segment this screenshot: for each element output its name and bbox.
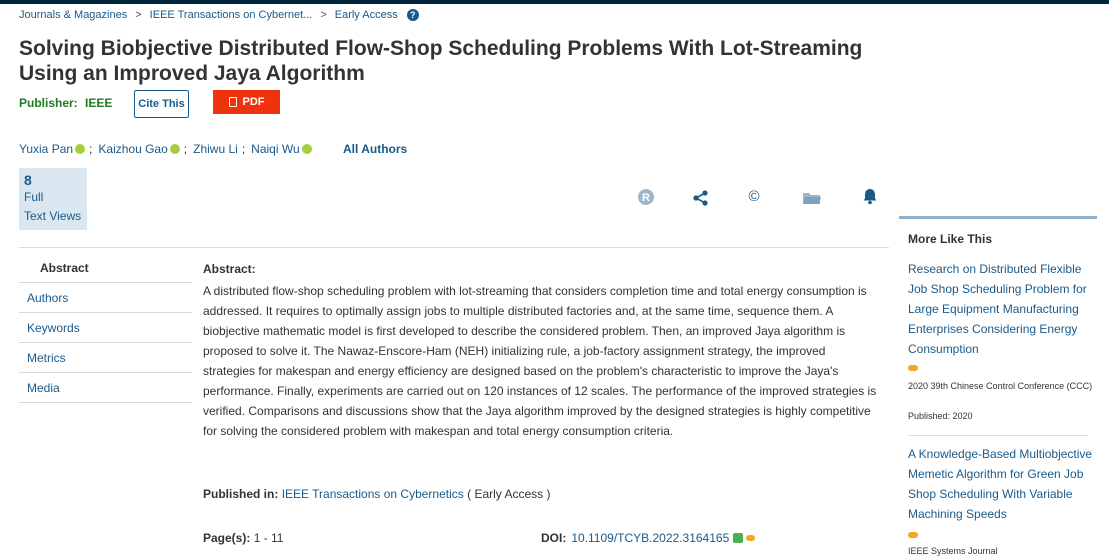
author-link[interactable]: Yuxia Pan	[19, 142, 74, 156]
all-authors-link[interactable]: All Authors	[343, 142, 408, 156]
related-article-link[interactable]: A Knowledge-Based Multiobjective Memetic Algorithm for Green Job Shop Scheduling With Variable Machining Speeds	[908, 447, 1093, 521]
orcid-icon[interactable]	[302, 144, 312, 154]
views-count: 8	[24, 172, 32, 188]
pdf-label: PDF	[242, 96, 265, 108]
breadcrumb-journal[interactable]: IEEE Transactions on Cybernet...	[149, 9, 313, 21]
copyright-icon[interactable]	[745, 187, 763, 205]
breadcrumb-separator: >	[320, 9, 327, 21]
publisher-name: IEEE	[85, 96, 113, 110]
orcid-icon[interactable]	[170, 144, 180, 154]
related-article-venue: 2020 39th Chinese Control Conference (CCC)	[908, 381, 1093, 391]
help-icon[interactable]: ?	[407, 9, 419, 21]
full-text-views-metric[interactable]	[19, 168, 87, 230]
views-label-line2: Text Views	[24, 209, 82, 223]
journal-link[interactable]: IEEE Transactions on Cybernetics	[281, 487, 464, 501]
author-list	[19, 142, 312, 156]
altmetric-icon[interactable]	[746, 535, 755, 541]
abstract-text: A distributed flow-shop scheduling problem with lot-streaming that considers completion time and total energy consumption is addressed. It requires to optimally assign jobs to multiple distributed factories and, at the same time, sequence them. A biobjective mathematic model is first developed to describe the considered problem. Then, an improved Jaya algorithm is proposed to solve it. The Nawaz-Enscore-Ham (NEH) initializing rule, a job-factory assignment strategy, the improved strategies for makespan and energy efficiency are designed based on the problem's characteristic to improve the Jaya's performance. Finally, experiments are carried out on 120 instances of 12 scales. The performance of the improved strategies is verified. Comparisons and discussions show that the Jaya algorithm improved by the designed strategies is highly competitive for solving the considered problem with makespan and total energy consumption criteria.	[203, 284, 877, 438]
pages-label: Page(s):	[203, 531, 251, 545]
cite-this-button[interactable]: Cite This	[134, 90, 189, 118]
nav-metrics[interactable]: Metrics	[19, 343, 192, 373]
pdf-icon	[229, 97, 237, 107]
top-bar	[0, 0, 1109, 4]
related-article-link[interactable]: Research on Distributed Flexible Job Shop Scheduling Problem for Large Equipment Manufacturing Enterprises Considering Energy Consumption	[908, 262, 1087, 356]
article-title: Solving Biobjective Distributed Flow-Shop Scheduling Problems With Lot-Streaming Using an Improved Jaya Algorithm	[19, 37, 863, 85]
publisher-label: Publisher:	[19, 96, 78, 110]
publisher-line	[19, 96, 112, 110]
pages-value: 1 - 11	[253, 531, 284, 545]
breadcrumb	[19, 9, 419, 21]
rights-icon[interactable]	[637, 188, 655, 206]
nav-keywords[interactable]: Keywords	[19, 313, 192, 343]
bell-icon[interactable]	[861, 187, 879, 205]
document-section-nav	[19, 253, 192, 403]
crossref-icon[interactable]	[733, 533, 743, 543]
nav-authors[interactable]: Authors	[19, 283, 192, 313]
views-label-line1: Full	[24, 190, 44, 204]
folder-icon[interactable]	[802, 189, 822, 207]
copyright-glyph: ©	[748, 188, 760, 205]
doi-line	[541, 531, 755, 545]
related-article-published: Published: 2020	[908, 411, 973, 421]
pdf-button[interactable]	[213, 90, 280, 114]
author-separator: ;	[89, 142, 93, 156]
related-article-icon	[908, 532, 918, 538]
related-article-venue: IEEE Systems Journal	[908, 546, 998, 556]
more-like-this-panel	[899, 216, 1097, 556]
author-separator: ;	[183, 142, 188, 156]
abstract-heading: Abstract:	[203, 262, 256, 276]
author-separator: ;	[241, 142, 246, 156]
nav-media[interactable]: Media	[19, 373, 192, 403]
orcid-icon[interactable]	[75, 144, 85, 154]
more-like-this-heading: More Like This	[908, 232, 993, 246]
section-divider	[19, 247, 889, 248]
publication-status: ( Early Access )	[467, 487, 551, 501]
nav-abstract[interactable]: Abstract	[19, 253, 192, 283]
related-article-icon	[908, 365, 918, 371]
related-divider	[908, 435, 1088, 436]
share-icon[interactable]	[692, 189, 710, 207]
author-link[interactable]: Naiqi Wu	[251, 142, 300, 156]
doi-link[interactable]: 10.1109/TCYB.2022.3164165	[571, 531, 730, 545]
published-in	[203, 487, 550, 501]
author-link[interactable]: Kaizhou Gao	[98, 142, 168, 156]
breadcrumb-journals[interactable]: Journals & Magazines	[19, 9, 128, 21]
doi-label: DOI:	[541, 531, 567, 545]
page-range	[203, 531, 283, 545]
author-link[interactable]: Zhiwu Li	[193, 142, 238, 156]
published-in-label: Published in:	[203, 487, 279, 501]
rights-glyph: R	[642, 192, 650, 204]
breadcrumb-separator: >	[135, 9, 142, 21]
breadcrumb-early-access[interactable]: Early Access	[334, 9, 398, 21]
